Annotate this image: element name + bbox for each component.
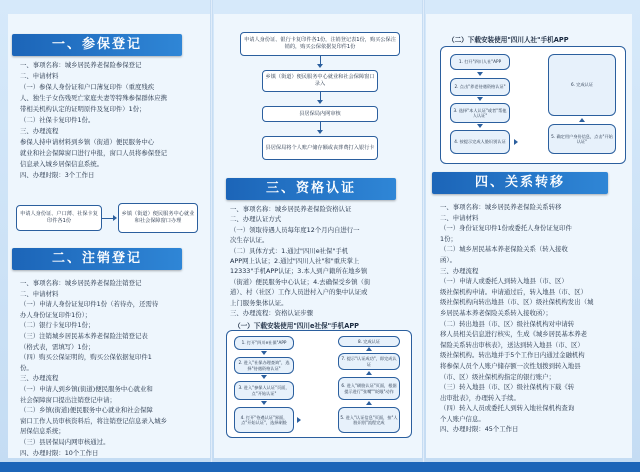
fold-line-1 — [210, 0, 213, 472]
registration-flow-materials-text: 申请人身份证、户口薄、社保卡复印件各1份 — [20, 211, 98, 224]
arrow-down-icon — [317, 130, 323, 134]
transfer-line: 级社保机构向转出地县（市、区）级社保机构发出（城 — [440, 298, 594, 307]
fold-line-2 — [422, 0, 425, 472]
certification-line: 一、事项名称：城乡居民养老保险资格认证 — [230, 205, 352, 213]
transfer-line: 保险关系转出审核表》，送达到转入地县（市、区） — [440, 340, 584, 349]
cancellation-flow-payout — [262, 136, 378, 160]
transfer-line: 四、办理时限：45个工作日 — [440, 425, 519, 434]
app-step-7 — [338, 353, 400, 370]
registration-line: 一、事项名称：城乡居民养老保险参保登记 — [20, 61, 142, 69]
transfer-line: 函）。 — [440, 255, 456, 264]
certification-line: 上门服务集体认证。 — [230, 298, 288, 307]
app-step-6-text: 6. 进入"刷脸认证"页面，根据提示进行"张嘴""眨眼"动作 — [341, 383, 397, 394]
certification-line: （街道）便民服务中心认证；4.去确保受乡镇（街 — [230, 277, 371, 286]
cancellation-line: 三、办理流程 — [20, 374, 59, 383]
transfer-line: 级社保机构。转出地并于5个工作日内通过金融机构 — [440, 351, 585, 360]
cancellation-flow-materials-text: 申请人身份证、银行卡复印件各1份，注销登记表1份，购买公保注销的，购买公保依据复印件1份 — [244, 37, 396, 50]
transfer-line: 乡居民基本养老保险关系转入接收函）； — [440, 308, 552, 317]
app-step-1 — [234, 336, 294, 350]
registration-line: 参保人持申请材料到乡镇（街道）便民服务中心 — [20, 138, 155, 146]
registration-line: 人、独生子女伤残死亡家庭夫妻等特殊参保群体应携 — [20, 94, 167, 102]
arrow-down-icon — [261, 375, 267, 379]
section-title-cancellation — [12, 248, 182, 270]
section-title-transfer-text: 四、关系转移 — [474, 175, 565, 190]
arrow-up-icon — [579, 118, 585, 122]
cancellation-flow-payout-text: 县居保局将个人账户储存额或丧葬费打入银行卡 — [265, 144, 375, 151]
registration-line: 信息录入城乡居保信息系统。 — [20, 160, 104, 168]
arrow-down-icon — [477, 97, 483, 101]
cancellation-line: （一）申请人到乡镇(街道)便民服务中心就业和 — [20, 384, 153, 393]
certification-line: 三、办理流程：资格认证步骤 — [230, 309, 314, 318]
certification-line: 12333"手机APP认证；3.本人到户籍所在地乡镇 — [230, 267, 368, 276]
registration-flow-window — [118, 203, 198, 233]
cancellation-line: 居保信息系统； — [20, 427, 65, 436]
transfer-line: 1份； — [440, 234, 457, 243]
app-step-5 — [338, 407, 400, 433]
app2-step-1-text: 1. 打开"四川人社"APP — [458, 59, 502, 65]
app-step-8 — [338, 336, 400, 347]
cancellation-flow-materials — [240, 32, 400, 56]
app-step-2-text: 2. 进入"社保办理查询"，选择"待遇资格认证" — [238, 360, 290, 371]
cancellation-line: 窗口工作人员审核资料后，将注销登记信息录入城乡 — [20, 416, 167, 425]
app2-step-4 — [450, 130, 510, 154]
cancellation-line: （四）购买公保证明的，购买公保依据复印件1 — [20, 353, 152, 362]
app2-step-5-text: 5. 确定用户身份信息，点击"开始认证" — [551, 133, 613, 144]
registration-line: 就业和社会保障窗口进行申报，窗口人员将参保登记 — [20, 149, 167, 157]
cancellation-line: 二、申请材料 — [20, 289, 59, 298]
transfer-line: 二、申请材料 — [440, 213, 479, 222]
certification-line: 二、办理认证方式 — [230, 215, 282, 224]
registration-line: 四、办理时限：3个工作日 — [20, 171, 95, 179]
app2-step-6-text: 6. 完成认证 — [570, 82, 594, 88]
app2-guide-title: （二）下载安装使用"四川人社"手机APP — [448, 36, 569, 44]
transfer-line: 移人员相关信息进行核实，生成《城乡居民基本养老 — [440, 330, 587, 339]
cancellation-flow-review — [262, 106, 378, 122]
app-step-3 — [234, 381, 294, 400]
cancellation-line: （二）乡镇(街道)便民服务中心就业和社会保障 — [20, 406, 153, 415]
registration-line: 二、申请材料 — [20, 72, 59, 80]
transfer-line: （三）转入地县（市、区）级社保机构下载《转 — [440, 383, 575, 392]
cancellation-line: 份。 — [20, 363, 33, 372]
app-guide-title: （一）下载安装使用"四川e社保"手机APP — [234, 322, 360, 330]
cancellation-line: 一、事项名称：城乡居民养老保险注销登记 — [20, 279, 142, 287]
cancellation-line: （二）银行卡复印件1份； — [20, 321, 95, 330]
app-step-2 — [234, 357, 294, 374]
transfer-line: （一）身份证复印件1份或委托人身份证复印件 — [440, 224, 572, 233]
arrow-down-icon — [477, 124, 483, 128]
registration-text — [20, 60, 208, 181]
registration-line: 三、办理流程 — [20, 127, 59, 135]
app2-step-1 — [450, 54, 510, 70]
app2-step-3-text: 3. 选择"本人认证"或者"帮他人认证" — [453, 107, 507, 118]
certification-line: 道）、村（社区）工作人员进村入户的集中认证或 — [230, 288, 368, 297]
registration-flow-materials — [16, 205, 102, 231]
app2-step-4-text: 4. 按提示完成人脸识别认证 — [454, 139, 506, 145]
transfer-line: 级社保机构申请。申请通过后，转入地县（市、区） — [440, 287, 587, 296]
app-step-8-text: 8. 完成认证 — [357, 338, 381, 344]
cancellation-line: （三）注销城乡居民基本养老保险注销登记表 — [20, 331, 148, 340]
registration-line: （一）参保人身份证和户口薄复印件（重度残疾 — [20, 83, 155, 91]
section-title-transfer — [432, 172, 608, 194]
arrow-right-icon — [514, 139, 518, 145]
app2-step-6 — [548, 54, 616, 116]
certification-line: （二）具体方式：1.通过"四川e社保"手机 — [230, 246, 349, 255]
cancellation-line: 办人身份证复印件1份）； — [20, 310, 92, 319]
app-step-4 — [234, 407, 294, 433]
certification-line: APP网上认证；2.通过"四川人社"和"重庆掌上 — [230, 257, 360, 266]
cancellation-flow-window-text: 乡镇（街道）便民服务中心就业和社会保障窗口录入 — [265, 74, 375, 87]
certification-line: （一）领取待遇人员每年度12个月内自进行一 — [230, 225, 360, 234]
app2-step-3 — [450, 103, 510, 123]
arrow-up-icon — [366, 401, 372, 405]
arrow-down-icon — [317, 100, 323, 104]
app-step-6 — [338, 377, 400, 400]
transfer-line: 一、事项名称：城乡居民养老保险关系转移 — [440, 203, 562, 211]
cancellation-flow-window — [262, 70, 378, 92]
cancellation-line: （三）县居保局内网审核通过。 — [20, 437, 110, 446]
transfer-line: （四）转入人员或委托人到转入地社保机构查询 — [440, 404, 575, 413]
registration-line: 带相关机构认定的证明原件及复印件）1份； — [20, 105, 146, 113]
transfer-line: 三、办理流程 — [440, 266, 479, 275]
app2-step-2-text: 2. 点击"养老待遇资格认证" — [454, 84, 506, 90]
app-step-7-text: 7. 提示"认证成功"，即完成认证 — [341, 356, 397, 367]
certification-line: 次生存认证。 — [230, 236, 269, 245]
cancellation-flow-review-text: 县居保局内网审核 — [299, 110, 341, 117]
arrow-right-icon — [113, 215, 117, 221]
arrow-up-icon — [366, 371, 372, 375]
cancellation-line: 四、办理时限：10个工作日 — [20, 448, 99, 457]
app2-step-2 — [450, 78, 510, 96]
app2-step-5 — [548, 124, 616, 154]
transfer-line: （市、区）级社保机构指定的银行账户； — [440, 372, 556, 381]
app-step-1-text: 1. 打开"四川e社保"APP — [241, 340, 287, 346]
app-step-5-text: 5. 进入"认证信息"页面，按"人脸识别"流程完成 — [340, 414, 398, 425]
transfer-line: 出审批表》，办理转入手续。 — [440, 393, 520, 402]
transfer-line: （二）转出地县（市、区）级社保机构对申请转 — [440, 319, 575, 328]
cancellation-line: 社会保障窗口提出注销登记申请； — [20, 395, 116, 404]
arrow-down-icon — [261, 351, 267, 355]
app-step-3-text: 3. 进入"参保人认证"页面，点"开始认证" — [238, 385, 290, 396]
section-title-registration — [12, 34, 182, 56]
arrow-right-icon — [297, 417, 301, 423]
transfer-text — [440, 202, 628, 435]
registration-flow-window-text: 乡镇（街道）便民服务中心就业和社会保障窗口办理 — [121, 211, 195, 224]
arrow-up-icon — [366, 347, 372, 351]
cancellation-text — [20, 278, 208, 458]
section-title-cancellation-text: 二、注销登记 — [51, 251, 142, 266]
transfer-line: （二）城乡居民基本养老保险关系（转入接收 — [440, 245, 568, 254]
transfer-line: （一）申请人或委托人到转入地县（市、区） — [440, 277, 568, 286]
transfer-line: 将参保人员个人账户储存额一次性划拨到转入地县 — [440, 361, 581, 370]
section-title-certification — [226, 178, 396, 200]
cancellation-line: （格式表，需填写）1份； — [20, 342, 95, 351]
arrow-down-icon — [477, 72, 483, 76]
bottom-strip — [0, 462, 640, 472]
app-step-4-text: 4. 打开"待遇认证"界面，点"开始认证"，选择刷脸 — [240, 414, 288, 425]
arrow-down-icon — [261, 401, 267, 405]
certification-text — [230, 204, 418, 318]
cancellation-line: （一）申请人身份证复印件1份（若待办，还需待 — [20, 300, 159, 309]
registration-line: （二）社保卡复印件1份。 — [20, 116, 95, 124]
section-title-certification-text: 三、资格认证 — [265, 181, 356, 196]
section-title-registration-text: 一、参保登记 — [51, 37, 142, 52]
transfer-line: 个人账户信息。 — [440, 414, 485, 423]
arrow-down-icon — [317, 64, 323, 68]
